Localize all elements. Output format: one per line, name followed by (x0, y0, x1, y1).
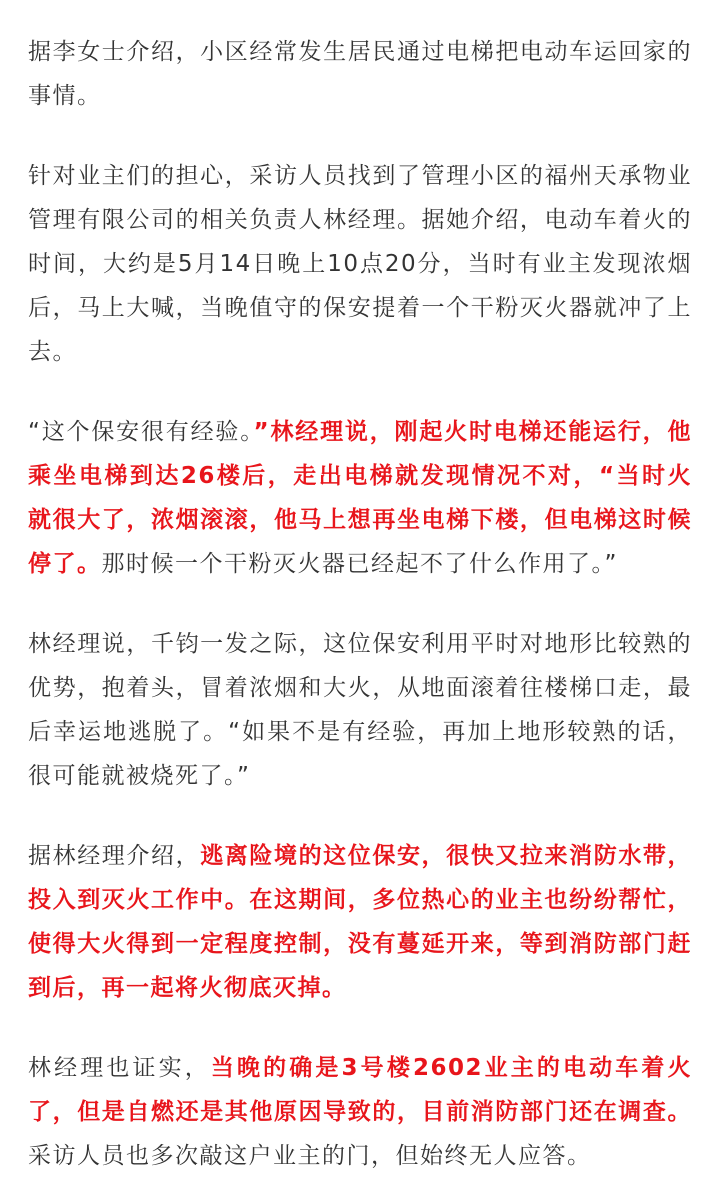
paragraph-4-text: 林经理说，千钧一发之际，这位保安利用平时对地形比较熟的优势，抱着头，冒着浓烟和大火，从地面滚着往楼梯口走，最后幸运地逃脱了。“如果不是有经验，再加上地形较熟的话，很可能就被烧死了。” (28, 631, 692, 789)
paragraph-2 (28, 154, 692, 374)
paragraph-4 (28, 622, 692, 798)
paragraph-5-lead: 据林经理介绍， (28, 843, 201, 869)
paragraph-3-quote-open: “这个保安很有经验。 (28, 419, 254, 445)
paragraph-5-highlight: 逃离险境的这位保安，很快又拉来消防水带，投入到灭火工作中。在这期间，多位热心的业主也纷纷帮忙，使得大火得到一定程度控制，没有蔓延开来，等到消防部门赶到后，再一起将火彻底灭掉。 (28, 843, 693, 1001)
paragraph-6 (28, 1046, 692, 1178)
paragraph-2-text: 针对业主们的担心，采访人员找到了管理小区的福州天承物业管理有限公司的相关负责人林经理。据她介绍，电动车着火的时间，大约是5月14日晚上10点20分，当时有业主发现浓烟后，马上大喊，当晚值守的保安提着一个干粉灭火器就冲了上去。 (28, 163, 692, 365)
paragraph-1 (28, 30, 692, 118)
paragraph-5 (28, 834, 692, 1010)
paragraph-6-tail: 采访人员也多次敲这户业主的门，但始终无人应答。 (28, 1143, 592, 1169)
paragraph-3-highlight: ”林经理说，刚起火时电梯还能运行，他乘坐电梯到达26楼后，走出电梯就发现情况不对，“当时火就很大了，浓烟滚滚，他马上想再坐电梯下楼，但电梯这时候停了。 (28, 419, 692, 577)
paragraph-3 (28, 410, 692, 586)
paragraph-6-highlight: 当晚的确是3号楼2602业主的电动车着火了，但是自燃还是其他原因导致的，目前消防部门还在调查。 (28, 1055, 692, 1125)
paragraph-3-tail: 那时候一个干粉灭火器已经起不了什么作用了。” (101, 551, 618, 577)
paragraph-1-text: 据李女士介绍，小区经常发生居民通过电梯把电动车运回家的事情。 (28, 39, 692, 109)
paragraph-6-lead: 林经理也证实， (28, 1055, 211, 1081)
